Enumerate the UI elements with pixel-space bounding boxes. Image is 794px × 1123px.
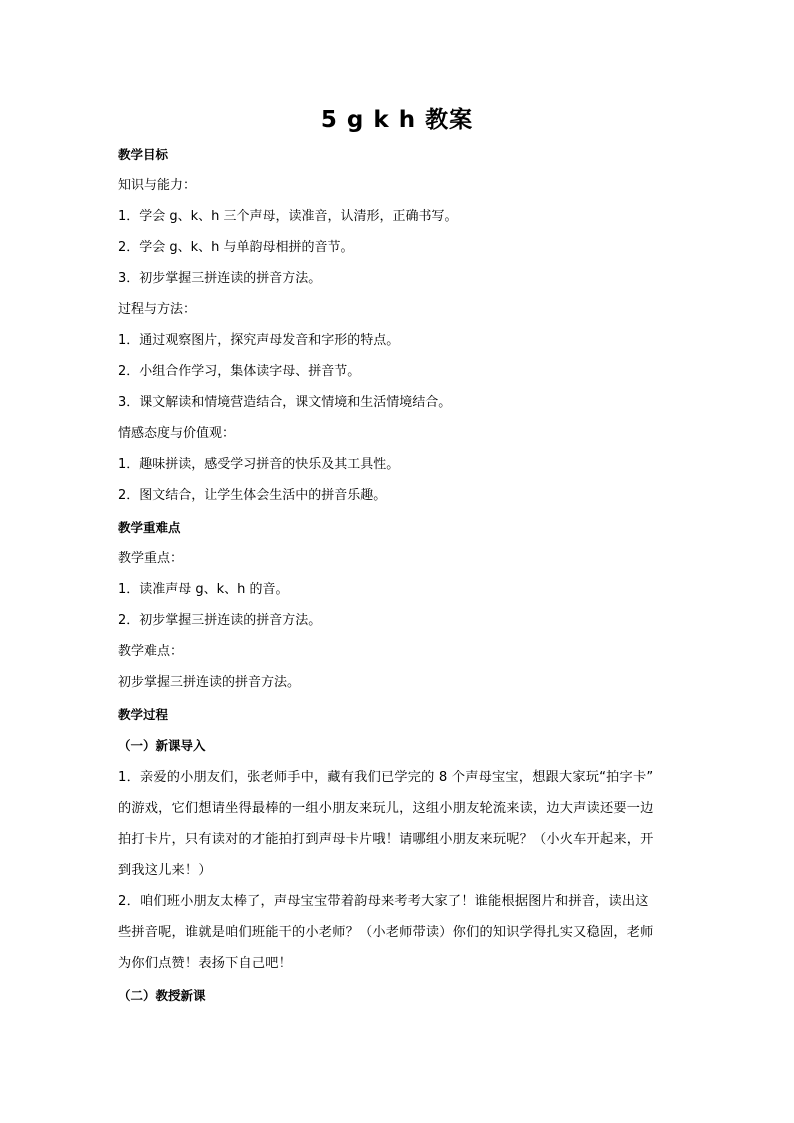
paragraph-line: 为你们点赞！表扬下自己吧！	[118, 956, 293, 971]
heading-key-difficult: 教学重难点	[118, 520, 181, 535]
key-point-line: 2．初步掌握三拼连读的拼音方法。	[118, 613, 322, 628]
paragraph-line: 2．咱们班小朋友太棒了，声母宝宝带着韵母来考考大家了！谁能根据图片和拼音，读出这	[118, 894, 649, 909]
goal-line: 2．图文结合，让学生体会生活中的拼音乐趣。	[118, 488, 387, 503]
paragraph-line: 的游戏，它们想请坐得最棒的一组小朋友来玩儿，这组小朋友轮流来读，边大声读还要一边	[118, 801, 654, 816]
subheading-process: 过程与方法：	[118, 302, 197, 317]
paragraph-line: 些拼音呢，谁就是咱们班能干的小老师？（小老师带读）你们的知识学得扎实又稳固，老师	[118, 925, 654, 940]
key-point-line: 1．读准声母 g、k、h 的音。	[118, 582, 289, 597]
goal-line: 1．趣味拼读，感受学习拼音的快乐及其工具性。	[118, 457, 400, 472]
goal-line: 3．初步掌握三拼连读的拼音方法。	[118, 271, 322, 286]
subheading-key-points: 教学重点：	[118, 551, 184, 566]
subheading-knowledge: 知识与能力：	[118, 178, 197, 193]
heading-teaching-process: 教学过程	[118, 707, 169, 722]
paragraph-line: 到我这儿来！）	[118, 863, 212, 878]
goal-line: 1．通过观察图片，探究声母发音和字形的特点。	[118, 333, 400, 348]
section-teach-new-lesson: （二）教授新课	[118, 988, 206, 1003]
difficult-point-line: 初步掌握三拼连读的拼音方法。	[118, 675, 301, 690]
subheading-difficult-points: 教学难点：	[118, 644, 184, 659]
paragraph-line: 拍打卡片，只有读对的才能拍打到声母卡片哦！请哪组小朋友来玩呢？（小火车开起来，开	[118, 832, 654, 847]
goal-line: 2．学会 g、k、h 与单韵母相拼的音节。	[118, 240, 354, 255]
page-title: 5 g k h 教案	[320, 107, 474, 133]
section-new-lesson-intro: （一）新课导入	[118, 738, 206, 753]
heading-teaching-goals: 教学目标	[118, 147, 169, 162]
goal-line: 1．学会 g、k、h 三个声母，读准音，认清形，正确书写。	[118, 209, 458, 224]
goal-line: 2．小组合作学习，集体读字母、拼音节。	[118, 364, 361, 379]
paragraph-line: 1．亲爱的小朋友们，张老师手中，藏有我们已学完的 8 个声母宝宝，想跟大家玩“拍字卡”	[118, 770, 654, 785]
goal-line: 3．课文解读和情境营造结合，课文情境和生活情境结合。	[118, 395, 452, 410]
subheading-attitude: 情感态度与价值观：	[118, 426, 236, 441]
